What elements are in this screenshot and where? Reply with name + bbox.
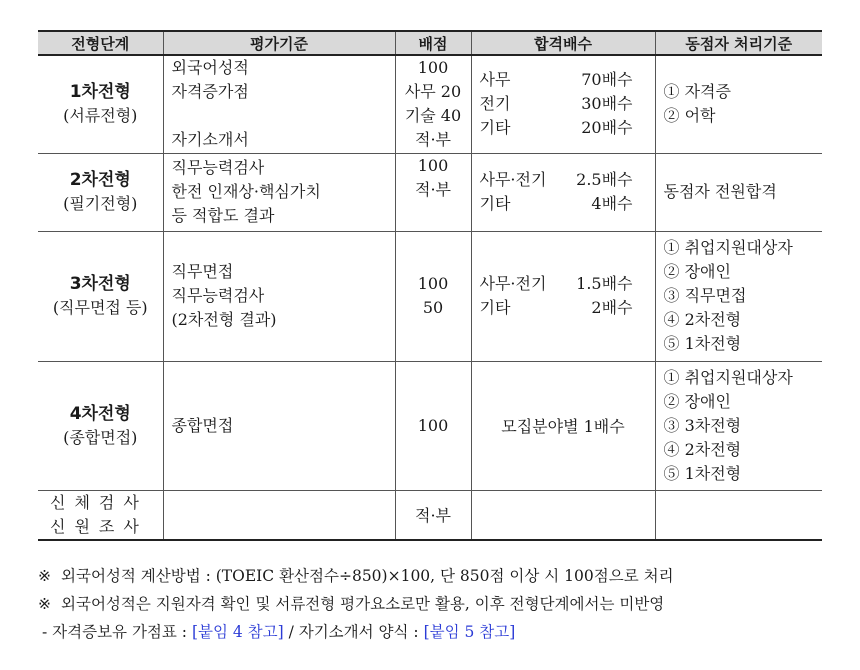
ratio-line [480, 68, 647, 92]
tiebreak-item: ② 어학 [663, 106, 716, 126]
footnote [38, 590, 838, 618]
ratio-value: 4배수 [591, 194, 633, 213]
table-row [38, 153, 822, 231]
score-value: 50 [422, 298, 444, 317]
attachment-5-reference[interactable]: [붙임 5 참고] [423, 623, 516, 641]
tiebreak-cell [655, 231, 822, 361]
ratio-category: 사무·전기 [479, 170, 547, 189]
ratio-line [480, 168, 647, 192]
stage-subtitle: (서류전형) [63, 106, 138, 126]
score-cell [395, 490, 471, 540]
criteria-item: 외국어성적 [171, 58, 249, 78]
criteria-item: 한전 인재상·핵심가치 [171, 182, 321, 201]
table-header-row [38, 31, 822, 55]
tiebreak-item: ② 장애인 [663, 262, 731, 281]
criteria-item: 등 적합도 결과 [171, 206, 275, 225]
score-value: 사무 20 [404, 82, 462, 102]
ratio-value: 2배수 [591, 298, 633, 317]
tiebreak-text: 동점자 전원합격 [663, 182, 777, 201]
criteria-item: 직무면접 [171, 262, 234, 281]
stage-cell [38, 361, 163, 490]
score-value: 100 [417, 155, 449, 175]
footnote-text: 외국어성적은 지원자격 확인 및 서류전형 평가요소로만 활용, 이후 전형단계에서는 미반영 [61, 595, 665, 613]
score-cell [395, 55, 471, 153]
ratio-category: 사무·전기 [479, 274, 547, 293]
footnotes [38, 562, 838, 646]
ratio-category: 기타 [479, 298, 511, 317]
footnote [38, 618, 838, 646]
ratio-cell [471, 55, 655, 153]
stage-name: 2차전형 [69, 170, 131, 190]
stage-subtitle: (종합면접) [63, 427, 138, 447]
tiebreak-item: ③ 직무면접 [663, 286, 747, 305]
score-cell [395, 231, 471, 361]
criteria-item: 자기소개서 [171, 130, 249, 150]
ratio-value: 30배수 [581, 94, 633, 114]
stage-cell [38, 55, 163, 153]
criteria-cell [163, 153, 395, 231]
ratio-cell [471, 490, 655, 540]
score-value: 적·부 [415, 179, 451, 199]
stage-subtitle: (필기전형) [63, 194, 138, 213]
header-score: 배점 [395, 31, 471, 55]
ratio-cell [471, 361, 655, 490]
ratio-value: 1.5배수 [576, 274, 633, 293]
stage-cell [38, 490, 163, 540]
table-row [38, 55, 822, 153]
tiebreak-cell [655, 361, 822, 490]
score-cell [395, 361, 471, 490]
criteria-cell [163, 55, 395, 153]
ratio-value: 70배수 [581, 70, 633, 90]
selection-process-table [38, 30, 822, 541]
header-tiebreak: 동점자 처리기준 [655, 31, 822, 55]
header-stage: 전형단계 [38, 31, 163, 55]
score-value: 100 [417, 274, 449, 293]
score-value: 100 [417, 58, 449, 78]
stage-subtitle: (직무면접 등) [52, 298, 148, 317]
stage-name: 3차전형 [69, 274, 131, 294]
stage-cell [38, 153, 163, 231]
footnote-text: / 자기소개서 양식 : [283, 623, 424, 641]
tiebreak-item: ⑤ 1차전형 [663, 334, 742, 353]
criteria-cell [163, 490, 395, 540]
ratio-cell [471, 153, 655, 231]
criteria-cell [163, 361, 395, 490]
criteria-cell [163, 231, 395, 361]
note-mark: ※ [38, 595, 51, 613]
criteria-item: 종합면접 [171, 415, 234, 435]
header-criteria: 평가기준 [163, 31, 395, 55]
tiebreak-item: ① 자격증 [663, 82, 731, 102]
ratio-line [480, 272, 647, 296]
attachment-4-reference[interactable]: [붙임 4 참고] [191, 623, 284, 641]
ratio-line [480, 192, 647, 216]
ratio-value: 2.5배수 [576, 170, 633, 189]
stage-cell [38, 231, 163, 361]
tiebreak-item: ② 장애인 [663, 391, 731, 411]
note-mark: ※ [38, 567, 51, 585]
ratio-category: 전기 [479, 94, 511, 114]
score-cell [395, 153, 471, 231]
ratio-value: 20배수 [581, 118, 633, 138]
score-value: 적·부 [415, 506, 451, 526]
ratio-line [480, 116, 647, 140]
tiebreak-item: ③ 3차전형 [663, 415, 742, 435]
score-value: 기술 40 [404, 106, 462, 126]
table-row [38, 231, 822, 361]
table-row [38, 361, 822, 490]
stage-name: 신원조사 [50, 516, 148, 536]
stage-name: 1차전형 [69, 82, 131, 103]
footnote-text: - 자격증보유 가점표 : [42, 623, 192, 641]
tiebreak-cell [655, 55, 822, 153]
tiebreak-cell [655, 153, 822, 231]
ratio-category: 기타 [479, 194, 511, 213]
tiebreak-item: ⑤ 1차전형 [663, 463, 742, 483]
ratio-line [480, 296, 647, 320]
stage-name: 4차전형 [69, 403, 131, 424]
score-value: 100 [417, 416, 449, 435]
score-value: 적·부 [415, 130, 451, 150]
tiebreak-item: ① 취업지원대상자 [663, 367, 793, 387]
table-row [38, 490, 822, 540]
footnote [38, 562, 838, 590]
criteria-gap [172, 104, 387, 128]
ratio-line [480, 92, 647, 116]
criteria-item: (2차전형 결과) [171, 310, 277, 329]
criteria-item: 자격증가점 [171, 82, 249, 102]
tiebreak-cell [655, 490, 822, 540]
ratio-category: 기타 [479, 118, 511, 138]
ratio-category: 사무 [479, 70, 511, 90]
footnote-text: 외국어성적 계산방법 : (TOEIC 환산점수÷850)×100, 단 850점 이상 시 100점으로 처리 [61, 567, 674, 585]
criteria-item: 직무능력검사 [171, 286, 265, 305]
tiebreak-item: ④ 2차전형 [663, 439, 742, 459]
tiebreak-item: ① 취업지원대상자 [663, 238, 793, 257]
criteria-item: 직무능력검사 [171, 158, 265, 177]
ratio-cell [471, 231, 655, 361]
header-ratio: 합격배수 [471, 31, 655, 55]
stage-name: 신체검사 [50, 492, 148, 512]
ratio-text: 모집분야별 1배수 [501, 417, 625, 436]
tiebreak-item: ④ 2차전형 [663, 310, 742, 329]
